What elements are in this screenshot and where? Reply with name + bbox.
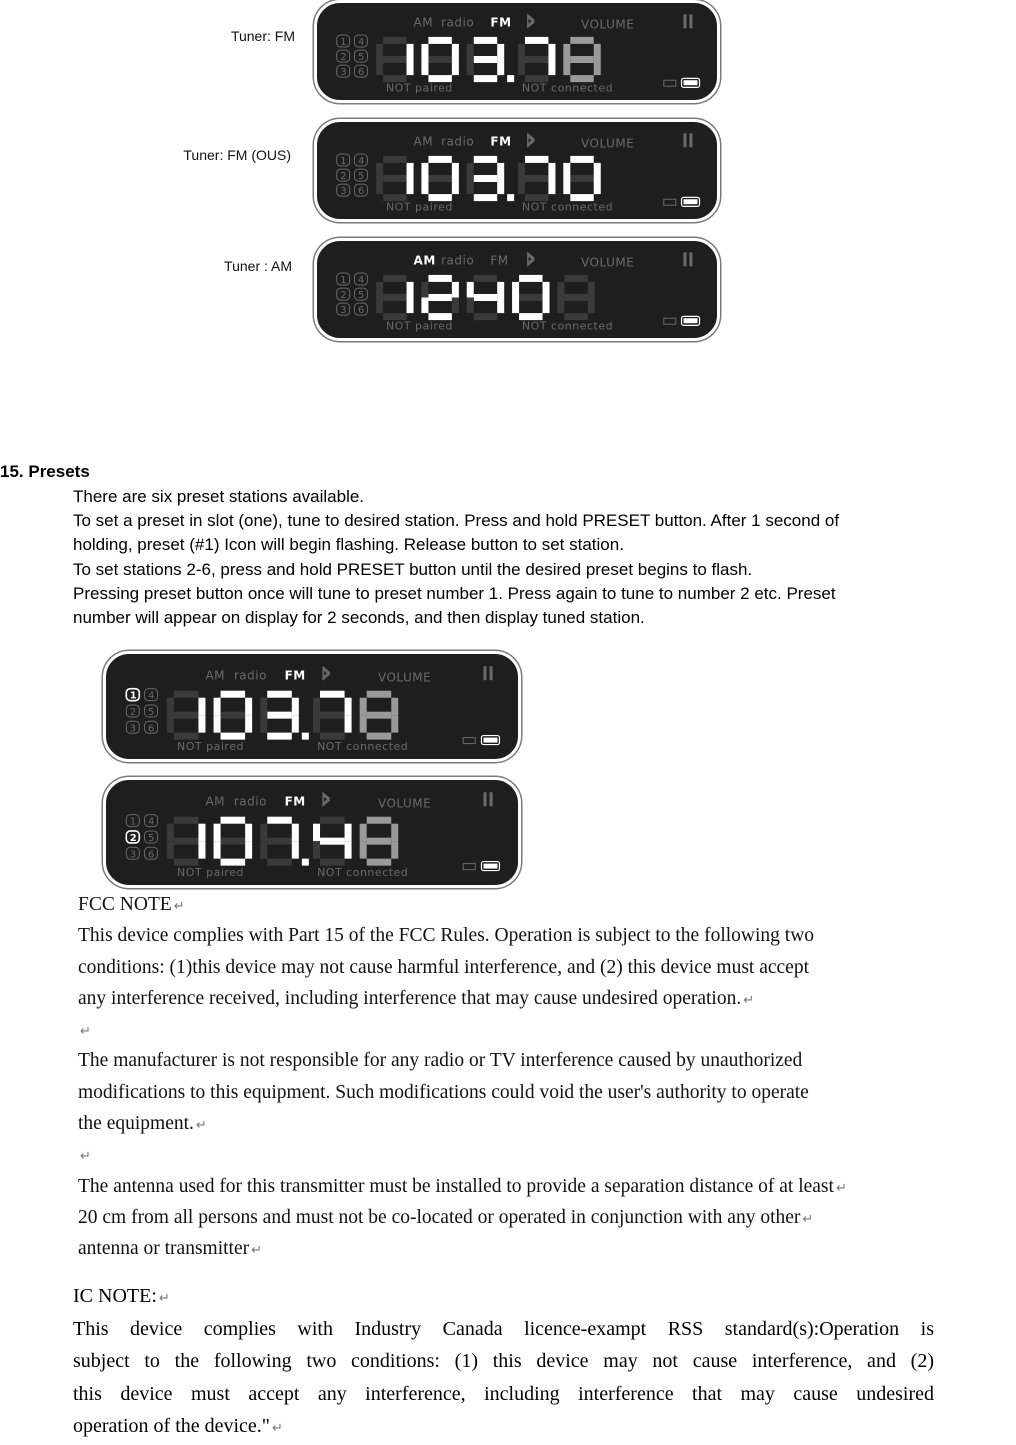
preset-number: 5 <box>357 171 365 183</box>
fcc-line: modifications to this equipment. Such modifications could void the user's authority to operate <box>78 1081 809 1103</box>
lcd-digit <box>421 156 458 201</box>
lcd-radio-label: radio <box>441 253 475 268</box>
lcd-digit <box>376 275 413 320</box>
preset-number: 2 <box>129 832 138 844</box>
lcd-volume-label: VOLUME <box>377 796 432 811</box>
preset-number: 4 <box>148 690 155 702</box>
signal-icon <box>463 738 475 744</box>
pause-icon <box>483 666 486 680</box>
lcd-volume-label: VOLUME <box>377 670 432 685</box>
signal-icon <box>664 318 676 324</box>
lcd-volume-label: VOLUME <box>581 255 635 270</box>
preset-number: 2 <box>340 52 348 64</box>
lcd-digit <box>260 817 299 866</box>
return-mark-icon: ↵ <box>802 1210 814 1226</box>
lcd-display-fm <box>314 0 720 103</box>
lcd-fm-label: FM <box>490 253 509 268</box>
decimal-point <box>507 194 514 201</box>
decimal-point <box>507 75 514 82</box>
lcd-digit <box>518 156 555 201</box>
preset-number: 1 <box>340 37 348 49</box>
preset-number: 3 <box>340 305 348 317</box>
preset-number: 5 <box>148 832 155 844</box>
battery-level <box>684 199 698 204</box>
lcd-not-paired-label: NOT paired <box>385 200 453 214</box>
body-line: number will appear on display for 2 seconds, and then display tuned station. <box>73 608 645 628</box>
preset-number: 6 <box>148 849 155 861</box>
lcd-radio-label: radio <box>441 15 475 30</box>
preset-number: 5 <box>357 52 365 64</box>
lcd-not-paired-label: NOT paired <box>177 739 244 753</box>
lcd-digit <box>512 275 549 320</box>
bluetooth-icon <box>528 253 534 265</box>
preset-number: 3 <box>340 67 348 79</box>
battery-level <box>684 80 698 85</box>
preset-number: 4 <box>148 816 155 828</box>
lcd-digit <box>421 37 458 82</box>
lcd-svg <box>317 3 717 100</box>
fcc-line: The manufacturer is not responsible for any radio or TV interference caused by unauthorized <box>78 1050 803 1072</box>
preset-number: 1 <box>129 690 138 702</box>
lcd-not-paired-label: NOT paired <box>385 319 453 333</box>
battery-level <box>483 738 497 743</box>
return-mark-icon: ↵ <box>80 1148 91 1164</box>
decimal-point <box>302 859 309 866</box>
lcd-display-am <box>314 238 720 341</box>
pause-icon <box>684 252 687 266</box>
preset-number: 6 <box>357 305 365 317</box>
return-mark-icon: ↵ <box>271 1420 283 1435</box>
return-mark-icon: ↵ <box>251 1242 263 1258</box>
pause-icon <box>483 792 486 806</box>
preset-number: 3 <box>340 186 348 198</box>
preset-number: 6 <box>148 723 155 735</box>
section-heading: 15. Presets <box>0 462 90 481</box>
return-mark-icon: ↵ <box>743 991 755 1007</box>
lcd-not-connected-label: NOT connected <box>521 319 614 333</box>
ic-line: subject to the following two conditions: (1) this device may not cause interference, and (2) <box>73 1350 934 1372</box>
preset-number: 6 <box>357 67 365 79</box>
fcc-line: any interference received, including interference that may cause undesired operation. <box>78 987 742 1009</box>
lcd-am-label: AM <box>413 134 434 149</box>
tuner-label-fm: Tuner: FM <box>230 28 295 44</box>
section-body <box>73 485 1015 630</box>
ic-line: This device complies with Industry Canada licence-exampt RSS standard(s):Operation is <box>73 1317 934 1340</box>
decimal-point <box>302 733 309 740</box>
fcc-line: conditions: (1)this device may not cause harmful interference, and (2) this device must accept <box>78 956 809 978</box>
lcd-display-fm-ous <box>314 119 720 222</box>
preset-number: 3 <box>129 723 137 735</box>
tuner-label-fm-ous: Tuner: FM (OUS) <box>183 147 291 163</box>
body-line: There are six preset stations available. <box>73 487 365 506</box>
lcd-am-label: AM <box>413 15 434 30</box>
preset-number: 2 <box>340 290 348 302</box>
lcd-not-connected-label: NOT connected <box>521 200 614 214</box>
preset-number: 5 <box>148 706 155 718</box>
lcd-not-paired-label: NOT paired <box>385 81 453 95</box>
return-mark-icon: ↵ <box>195 1117 207 1133</box>
bluetooth-icon <box>323 793 329 805</box>
return-mark-icon: ↵ <box>158 1290 170 1305</box>
tuner-label-am: Tuner : AM <box>224 258 292 274</box>
signal-icon <box>463 864 475 870</box>
lcd-radio-label: radio <box>233 794 267 809</box>
lcd-am-label: AM <box>205 668 226 683</box>
lcd-fm-label: FM <box>284 794 306 809</box>
body-line: holding, preset (#1) Icon will begin flashing. Release button to set station. <box>73 535 624 555</box>
ic-note-title: IC NOTE: <box>73 1285 157 1307</box>
preset-number: 4 <box>357 156 365 168</box>
preset-number: 5 <box>357 290 365 302</box>
lcd-digit <box>260 691 299 740</box>
pause-icon <box>490 666 493 680</box>
signal-icon <box>664 80 676 86</box>
preset-number: 4 <box>357 275 365 287</box>
lcd-digit <box>467 37 504 82</box>
lcd-digit <box>563 156 600 201</box>
lcd-svg <box>317 122 717 219</box>
lcd-radio-label: radio <box>441 134 475 149</box>
lcd-digit <box>376 37 413 82</box>
preset-number: 6 <box>357 186 365 198</box>
preset-number: 1 <box>340 156 348 168</box>
preset-number: 1 <box>129 816 137 828</box>
pause-icon <box>689 252 692 266</box>
lcd-fm-label: FM <box>490 134 512 149</box>
lcd-digit <box>467 275 504 320</box>
preset-number: 2 <box>340 171 348 183</box>
signal-icon <box>664 199 676 205</box>
lcd-volume-label: VOLUME <box>581 17 635 32</box>
lcd-svg <box>317 241 717 338</box>
lcd-volume-label: VOLUME <box>581 136 635 151</box>
pause-icon <box>684 133 687 147</box>
ic-line: operation of the device." <box>73 1415 270 1437</box>
lcd-digit <box>214 691 253 740</box>
lcd-display-preset-2 <box>103 777 521 888</box>
ic-line: this device must accept any interference, including interference that may cause undesired <box>73 1382 934 1405</box>
bluetooth-icon <box>528 15 534 27</box>
lcd-digit <box>563 37 600 82</box>
lcd-not-connected-label: NOT connected <box>521 81 614 95</box>
lcd-not-connected-label: NOT connected <box>317 739 409 753</box>
body-line: To set stations 2-6, press and hold PRESET button until the desired preset begins to flash. <box>73 559 753 579</box>
battery-level <box>684 318 698 323</box>
lcd-display-preset-1 <box>103 651 521 762</box>
ic-note <box>73 1280 934 1443</box>
bluetooth-icon <box>528 134 534 146</box>
lcd-digit <box>313 691 352 740</box>
fcc-note <box>78 889 847 1265</box>
lcd-radio-label: radio <box>233 668 267 683</box>
lcd-svg <box>106 780 518 885</box>
fcc-note-title: FCC NOTE <box>78 894 172 915</box>
return-mark-icon: ↵ <box>835 1179 847 1195</box>
body-line: Pressing preset button once will tune to preset number 1. Press again to tune to number 2 etc. Preset <box>73 583 836 603</box>
lcd-digit <box>167 691 206 740</box>
fcc-line: This device complies with Part 15 of the FCC Rules. Operation is subject to the following two <box>78 925 815 947</box>
lcd-fm-label: FM <box>490 15 512 30</box>
preset-number: 1 <box>340 275 348 287</box>
lcd-digit <box>557 275 594 320</box>
lcd-digit <box>421 275 458 320</box>
lcd-not-connected-label: NOT connected <box>317 865 409 879</box>
pause-icon <box>684 14 687 28</box>
pause-icon <box>689 14 692 28</box>
lcd-digit <box>518 37 555 82</box>
body-line: To set a preset in slot (one), tune to desired station. Press and hold PRESET button. After 1 second of <box>73 511 840 531</box>
lcd-digit <box>376 156 413 201</box>
fcc-line: 20 cm from all persons and must not be co-located or operated in conjunction with any other <box>78 1206 801 1228</box>
lcd-svg <box>106 654 518 759</box>
lcd-not-paired-label: NOT paired <box>177 865 244 879</box>
fcc-line: The antenna used for this transmitter must be installed to provide a separation distance of at least <box>78 1175 834 1197</box>
fcc-line: antenna or transmitter <box>78 1238 250 1260</box>
return-mark-icon: ↵ <box>173 898 185 913</box>
fcc-line: the equipment. <box>78 1113 194 1135</box>
bluetooth-icon <box>323 667 329 679</box>
preset-number: 3 <box>129 849 137 861</box>
lcd-digit <box>167 817 206 866</box>
pause-icon <box>490 792 493 806</box>
lcd-am-label: AM <box>205 794 226 809</box>
pause-icon <box>689 133 692 147</box>
lcd-digit <box>313 817 352 866</box>
lcd-digit <box>360 691 399 740</box>
lcd-digit <box>214 817 253 866</box>
lcd-digit <box>467 156 504 201</box>
lcd-digit <box>360 817 399 866</box>
battery-level <box>483 864 497 869</box>
return-mark-icon: ↵ <box>80 1023 91 1039</box>
lcd-am-label: AM <box>413 253 436 268</box>
preset-number: 4 <box>357 37 365 49</box>
preset-number: 2 <box>129 706 137 718</box>
lcd-fm-label: FM <box>284 668 306 683</box>
